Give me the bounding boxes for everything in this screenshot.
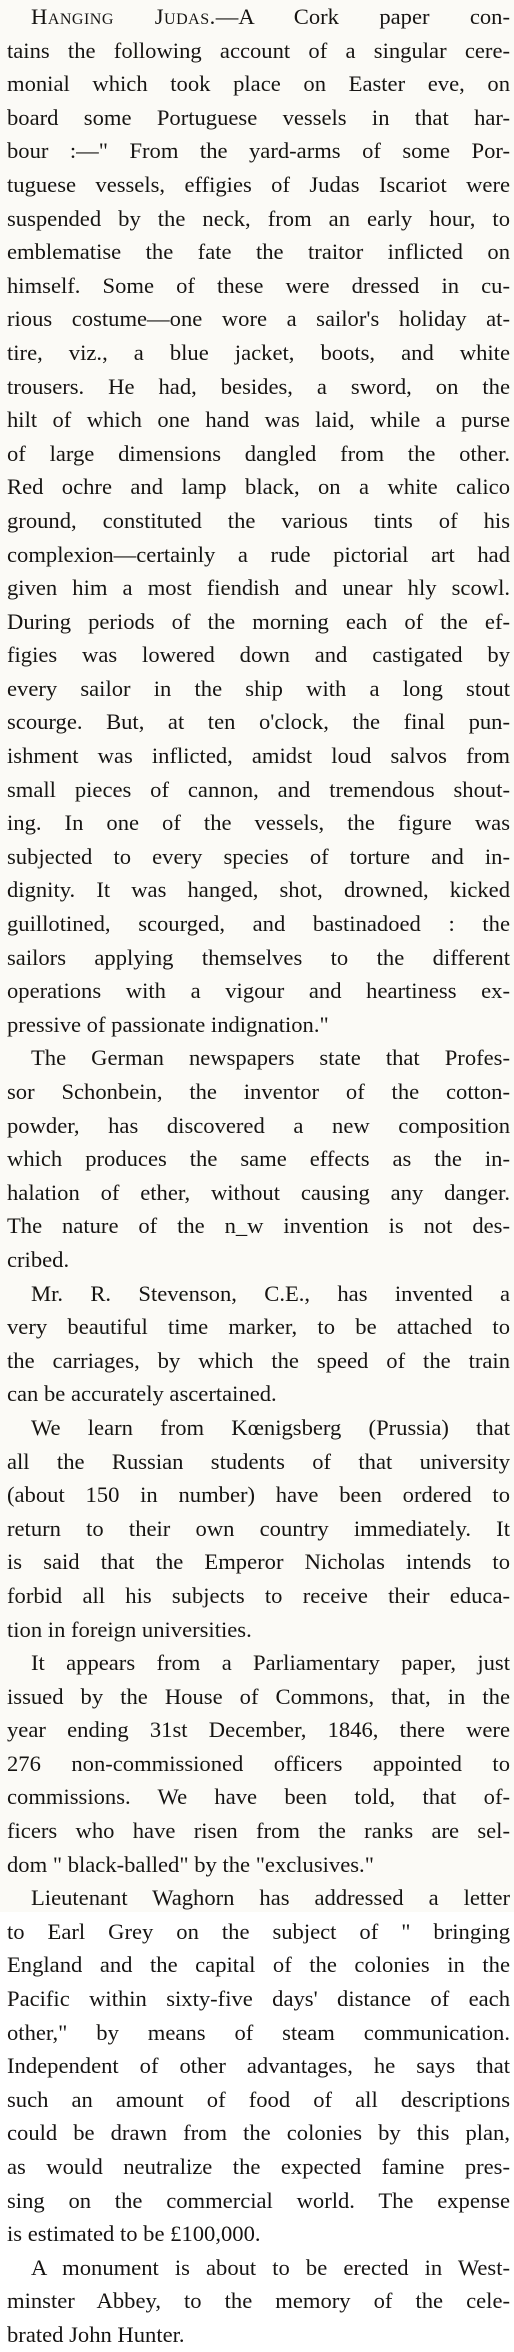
text-line: dignity. It was hanged, shot, drowned, kicked	[7, 877, 510, 903]
text-line: tion in foreign universities.	[7, 1616, 252, 1642]
text-line: every sailor in the ship with a long stout	[7, 675, 510, 701]
text-line	[7, 0, 510, 34]
text-line: sing on the commercial world. The expense	[7, 2187, 510, 2213]
text-line: ing. In one of the vessels, the figure was	[7, 810, 510, 836]
text-line: other," by means of steam communication.	[7, 2019, 510, 2045]
text-line: bour :—" From the yard-arms of some Por-	[7, 138, 510, 164]
text-line: We learn from Kœnigsberg (Prussia) that	[31, 1414, 510, 1440]
text-line: sor Schonbein, the inventor of the cotton-	[7, 1079, 510, 1104]
text-line: emblematise the fate the traitor inflicted on	[7, 239, 510, 265]
text-line: minster Abbey, to the memory of the cele-	[7, 2288, 510, 2314]
text-line: A monument is about to be erected in West-	[31, 2254, 510, 2280]
text-line: 276 non-commissioned officers appointed to	[7, 1750, 510, 1776]
text-line: pressive of passionate indignation."	[7, 1011, 329, 1037]
text-line: ishment was inflicted, amidst loud salvos from	[7, 743, 510, 769]
text-line: board some Portuguese vessels in that har-	[7, 104, 510, 130]
text-line: complexion—certainly a rude pictorial art had	[7, 541, 510, 567]
text-line: Red ochre and lamp black, on a white calico	[7, 474, 510, 500]
headline: Hanging Judas.	[31, 4, 216, 29]
text-line: tire, viz., a blue jacket, boots, and white	[7, 339, 510, 365]
text-line: ficers who have risen from the ranks are sel-	[7, 1818, 510, 1844]
text-line-rest: —A Cork paper con-	[215, 4, 510, 29]
text-line: as would neutralize the expected famine pres-	[7, 2154, 510, 2179]
text-line: such an amount of food of all descriptions	[7, 2086, 510, 2112]
text-line: dom " black-balled" by the "exclusives."	[7, 1851, 374, 1877]
text-line: monial which took place on Easter eve, on	[7, 71, 510, 97]
text-line: powder, has discovered a new composition	[7, 1112, 510, 1138]
text-line: which produces the same effects as the in-	[7, 1146, 510, 1172]
text-line: given him a most fiendish and unear hly scowl.	[7, 575, 510, 601]
text-line: forbid all his subjects to receive their educa-	[7, 1582, 510, 1608]
text-line: (about 150 in number) have been ordered to	[7, 1482, 510, 1508]
text-line: operations with a vigour and heartiness ex-	[7, 978, 510, 1004]
text-line: cribed.	[7, 1246, 70, 1272]
text-line: of large dimensions dangled from the other.	[7, 440, 510, 466]
text-line: tuguese vessels, effigies of Judas Iscariot were	[7, 171, 510, 197]
paragraph-waghorn	[7, 1881, 510, 2251]
text-line: hilt of which one hand was laid, while a purse	[7, 407, 510, 433]
text-line: tains the following account of a singular cere-	[7, 37, 510, 63]
text-line: figies was lowered down and castigated by	[7, 642, 510, 668]
paragraph-schonbein	[7, 1041, 510, 1276]
text-line: guillotined, scourged, and bastinadoed : the	[7, 911, 510, 937]
paragraph-koenigsberg	[7, 1411, 510, 1646]
paragraph-stevenson	[7, 1277, 510, 1411]
text-line: rious costume—one wore a sailor's holiday at-	[7, 306, 510, 332]
text-line: It appears from a Parliamentary paper, just	[31, 1650, 510, 1676]
text-line: very beautiful time marker, to be attached to	[7, 1314, 510, 1340]
text-line: could be drawn from the colonies by this plan,	[7, 2120, 510, 2146]
text-line: year ending 31st December, 1846, there were	[7, 1717, 510, 1743]
text-line: to Earl Grey on the subject of " bringing	[7, 1918, 510, 1944]
text-line: scourge. But, at ten o'clock, the final pun-	[7, 709, 510, 735]
paragraph-hunter	[7, 2251, 510, 2352]
text-line: During periods of the morning each of the ef-	[7, 608, 510, 634]
text-line: issued by the House of Commons, that, in the	[7, 1683, 510, 1709]
text-line: The German newspapers state that Profes-	[31, 1045, 510, 1071]
text-line: all the Russian students of that university	[7, 1448, 510, 1474]
text-line: The nature of the n_w invention is not des-	[7, 1213, 510, 1239]
text-line: ground, constituted the various tints of his	[7, 507, 510, 533]
text-line: is estimated to be £100,000.	[7, 2221, 261, 2247]
text-line: brated John Hunter.	[7, 2321, 185, 2347]
text-line: himself. Some of these were dressed in cu-	[7, 272, 510, 298]
text-line: Mr. R. Stevenson, C.E., has invented a	[31, 1280, 510, 1306]
text-line: commissions. We have been told, that of-	[7, 1784, 510, 1810]
article-body	[7, 0, 510, 2352]
text-line: can be accurately ascertained.	[7, 1381, 277, 1407]
text-line: Independent of other advantages, he says that	[7, 2053, 510, 2079]
text-line: the carriages, by which the speed of the train	[7, 1347, 510, 1373]
text-line: halation of ether, without causing any danger.	[7, 1179, 510, 1205]
text-line: suspended by the neck, from an early hour, to	[7, 205, 510, 231]
paragraph-parliamentary	[7, 1646, 510, 1881]
paragraph-hanging-judas	[7, 0, 510, 1041]
text-line: Pacific within sixty-five days' distance of each	[7, 1986, 510, 2012]
text-line: Lieutenant Waghorn has addressed a letter	[31, 1885, 510, 1911]
text-line: England and the capital of the colonies in the	[7, 1952, 510, 1978]
text-line: subjected to every species of torture and in-	[7, 843, 510, 869]
text-line: is said that the Emperor Nicholas intends to	[7, 1549, 510, 1575]
text-line: sailors applying themselves to the different	[7, 944, 510, 970]
text-line: return to their own country immediately. It	[7, 1515, 510, 1541]
text-line: small pieces of cannon, and tremendous shout-	[7, 776, 510, 802]
text-line: trousers. He had, besides, a sword, on the	[7, 373, 510, 399]
